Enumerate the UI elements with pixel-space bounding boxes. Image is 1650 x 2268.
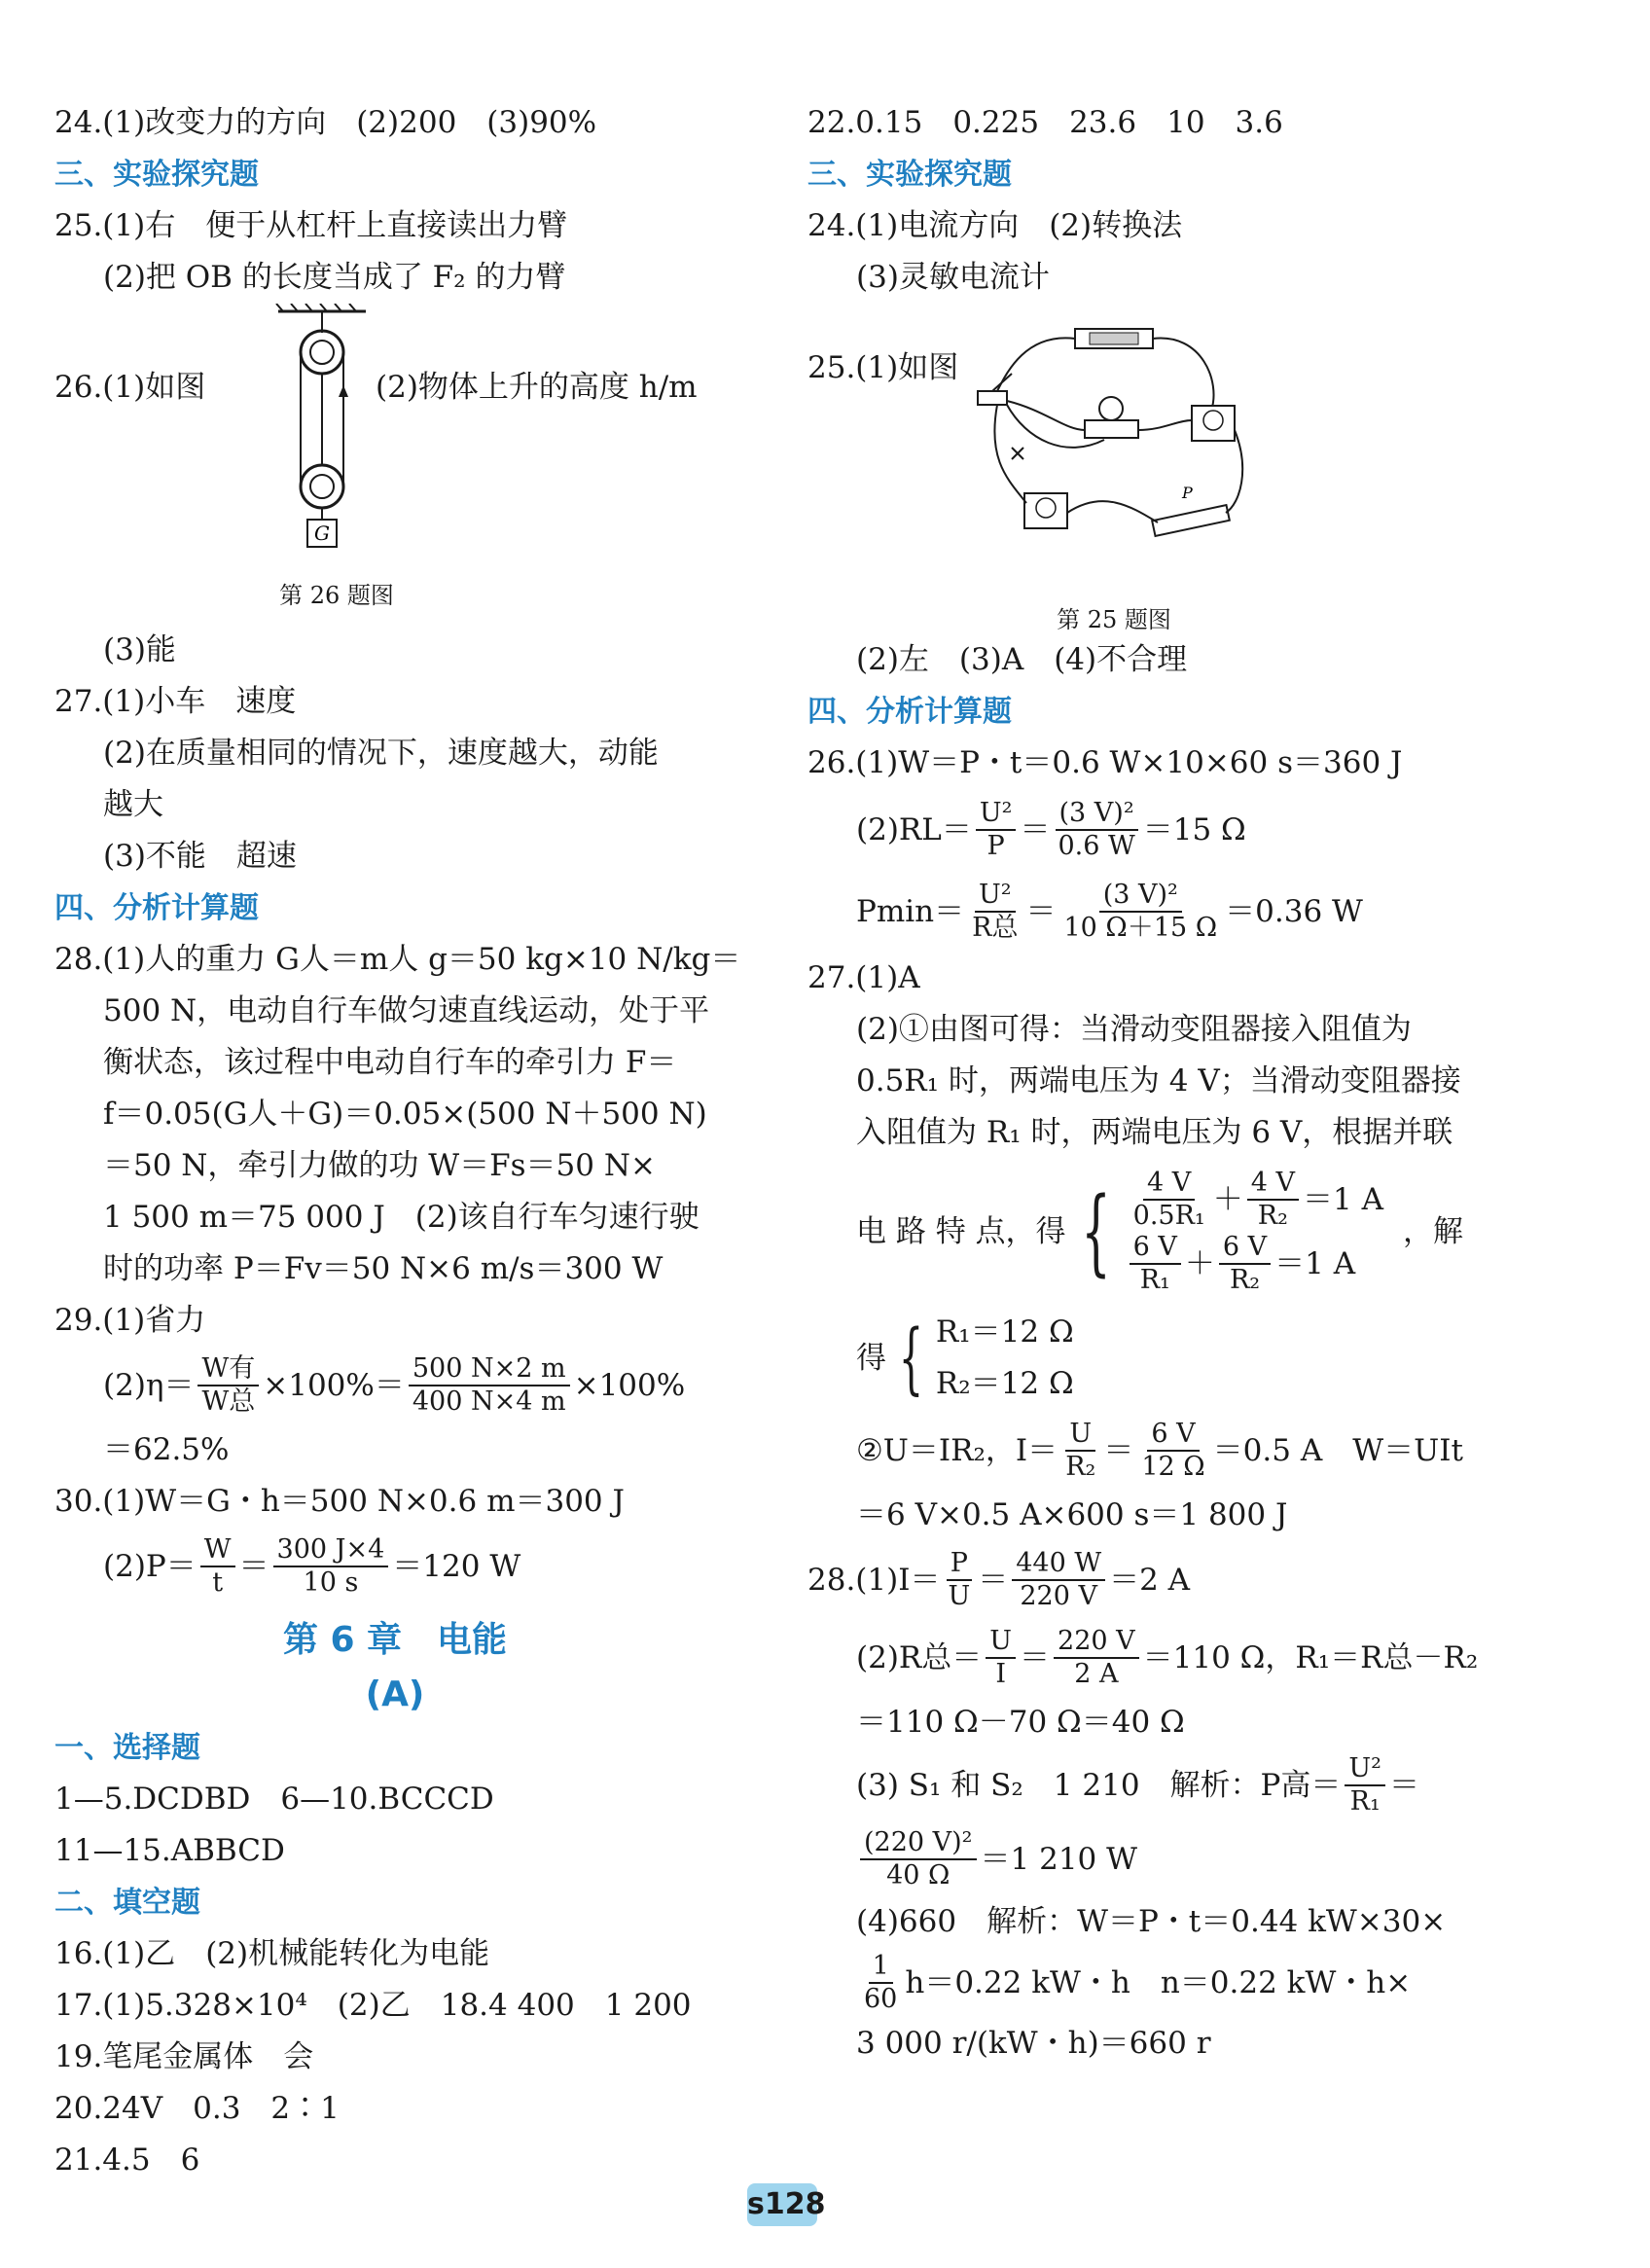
denominator: 2 A xyxy=(1074,1659,1119,1689)
numerator: W有 xyxy=(197,1353,259,1386)
answer-16: 16.(1)乙 (2)机械能转化为电能 xyxy=(54,1936,490,1971)
numerator: 4 V xyxy=(1247,1168,1299,1201)
answer-mc-2: 11—15.ABBCD xyxy=(54,1833,285,1868)
eq-suffix: ＝1 A xyxy=(1303,1181,1383,1217)
section-calculation: 四、分析计算题 xyxy=(807,695,1012,729)
numerator: 6 V xyxy=(1219,1232,1271,1265)
eq-suffix: ＝15 Ω xyxy=(1142,811,1246,847)
denominator: 10 Ω＋15 Ω xyxy=(1063,913,1218,943)
fraction xyxy=(409,1353,570,1418)
fraction xyxy=(1137,1419,1208,1483)
answer-27-line: (2)①由图可得：当滑动变阻器接入阻值为 xyxy=(856,1012,1412,1047)
system-rows xyxy=(1126,1168,1383,1296)
answer-25-2: (2)把 OB 的长度当成了 F₂ 的力臂 xyxy=(103,260,566,295)
answer-26-1: 26.(1)W＝P・t＝0.6 W×10×60 s＝360 J xyxy=(807,745,1403,780)
denominator: 220 V xyxy=(1020,1581,1097,1611)
section-fill: 二、填空题 xyxy=(54,1886,200,1920)
fraction xyxy=(944,1548,974,1612)
fraction xyxy=(1059,880,1221,944)
eq-prefix: ②U＝IR₂，I＝ xyxy=(856,1432,1058,1468)
answer-28-line: ＝50 N，牵引力做的功 W＝Fs＝50 N× xyxy=(103,1148,656,1183)
numerator: (220 V)² xyxy=(860,1827,977,1860)
denominator: 10 s xyxy=(303,1567,359,1598)
answer-27-result xyxy=(807,1305,1489,1412)
fraction xyxy=(1130,1232,1181,1296)
answer-24: 24.(1)改变力的方向 (2)200 (3)90% xyxy=(54,105,597,140)
numerator: 6 V xyxy=(1147,1419,1199,1452)
fraction xyxy=(200,1534,235,1599)
numerator: (3 V)² xyxy=(1056,798,1138,831)
denominator: 0.5R₁ xyxy=(1132,1201,1205,1231)
answer-28-line: 28.(1)人的重力 G人＝m人 g＝50 kg×10 N/kg＝ xyxy=(54,942,741,977)
denominator: R₂ xyxy=(1229,1265,1261,1295)
system-eq-2: $\frac{6 V}{\text{R₁}}$ ＋ $\frac{6 V}{\text{R₂}}$ ＝1 A xyxy=(1126,1232,1383,1296)
answer-27-line: 0.5R₁ 时，两端电压为 4 V；当滑动变阻器接 xyxy=(856,1063,1461,1098)
answer-27-3: (3)不能 超速 xyxy=(103,839,297,874)
system-prefix: 电 路 特 点，得 xyxy=(856,1213,1066,1249)
answer-27-line: 入阻值为 R₁ 时，两端电压为 6 V，根据并联 xyxy=(856,1115,1453,1150)
eq-suffix: ＝110 Ω，R₁＝R总－R₂ xyxy=(1142,1639,1479,1675)
eq-suffix: ＝1 210 W xyxy=(980,1841,1137,1877)
system-tail: ，解 xyxy=(1402,1213,1463,1249)
eq-prefix: Pmin＝ xyxy=(856,893,965,929)
answer-27-2: ②U＝IR₂，I＝ $\frac{U}{\text{R₂}}$ ＝ $\frac{6 V}{12 \Omega}$ ＝0.5 A W＝UIt xyxy=(856,1419,1463,1482)
answer-28-line: 时的功率 P＝Fv＝50 N×6 m/s＝300 W xyxy=(103,1251,664,1286)
denominator: I xyxy=(995,1659,1006,1689)
answer-28-line: 1 500 m＝75 000 J (2)该自行车匀速行驶 xyxy=(103,1200,699,1235)
numerator: U² xyxy=(975,880,1016,913)
fraction xyxy=(1345,1753,1385,1818)
answer-26-block xyxy=(54,304,735,625)
eq-suffix: ＝1 A xyxy=(1274,1245,1356,1281)
answer-25-block xyxy=(807,304,1489,634)
answer-24-3: (3)灵敏电流计 xyxy=(856,260,1050,295)
answer-28-2: (2)R总＝ $\frac{U}{I}$ ＝ $\frac{220 V}{2 A}$ ＝110 Ω，R₁＝R总－R₂ xyxy=(856,1626,1479,1689)
answer-22: 22.0.15 0.225 23.6 10 3.6 xyxy=(807,105,1283,140)
answer-27-2-cont: 越大 xyxy=(103,787,163,822)
numerator: U xyxy=(1065,1419,1095,1452)
denominator: P xyxy=(986,831,1005,861)
section-choice: 一、选择题 xyxy=(54,1731,200,1765)
answer-26-3: (3)能 xyxy=(103,632,176,667)
answer-27-1: 27.(1)A xyxy=(807,960,920,995)
fraction xyxy=(1054,1626,1139,1690)
result-prefix: 得 xyxy=(856,1340,886,1376)
answer-17: 17.(1)5.328×10⁴ (2)乙 18.4 400 1 200 xyxy=(54,1988,692,2023)
pulley-figure xyxy=(259,304,414,566)
numerator: 6 V xyxy=(1130,1232,1181,1265)
answer-27-1: 27.(1)小车 速度 xyxy=(54,684,297,719)
fraction xyxy=(1061,1419,1099,1483)
eq-suffix: ＝0.36 W xyxy=(1225,893,1363,929)
answer-21: 21.4.5 6 xyxy=(54,2142,200,2178)
answer-28-2-cont: ＝110 Ω－70 Ω＝40 Ω xyxy=(856,1705,1185,1740)
numerator: 4 V xyxy=(1143,1168,1195,1201)
fraction xyxy=(1219,1232,1271,1296)
answer-28-line: f＝0.05(G人＋G)＝0.05×(500 N＋500 N) xyxy=(103,1097,707,1132)
section-experiment: 三、实验探究题 xyxy=(807,158,1012,192)
fraction xyxy=(860,1827,977,1891)
answer-25-1: 25.(1)右 便于从杠杆上直接读出力臂 xyxy=(54,208,568,243)
numerator: 220 V xyxy=(1054,1626,1139,1659)
denominator: 40 Ω xyxy=(886,1860,951,1890)
answer-27-system xyxy=(807,1159,1489,1305)
brace: { xyxy=(898,1313,924,1403)
eq-suffix: ×100% xyxy=(573,1367,686,1403)
denominator: R总 xyxy=(972,913,1019,943)
numerator: U² xyxy=(1345,1753,1385,1786)
eq-suffix: ＝0.5 A W＝UIt xyxy=(1212,1432,1463,1468)
answer-26-2: (2)RL＝ $\frac{\text{U²}}{P}$ ＝ $\frac{\text{(3 V)²}}{0.6 W}$ ＝15 Ω xyxy=(856,798,1246,861)
answer-30-2: (2)P＝ $\frac{W}{t}$ ＝ $\frac{300 J\times 4}{10 s}$ ＝120 W xyxy=(103,1534,521,1598)
fraction xyxy=(1247,1168,1299,1232)
answer-25-2: (2)左 (3)A (4)不合理 xyxy=(856,642,1188,677)
answer-28-4-cont xyxy=(807,1948,1489,2018)
numerator: P xyxy=(947,1548,972,1581)
answer-26-3: Pmin＝ $\frac{\text{U²}}{\text{R总}}$ ＝ $\frac{\text{(3 V)²}}{10 \Omega+15 \Omega}$ ＝0.36 W xyxy=(856,880,1363,943)
figure-25-caption: 第 25 题图 xyxy=(1057,606,1171,633)
figure-26-caption: 第 26 题图 xyxy=(279,582,394,609)
denominator: R₂ xyxy=(1065,1452,1096,1482)
eq-prefix: (2)RL＝ xyxy=(856,811,972,847)
denominator: 12 Ω xyxy=(1141,1452,1205,1482)
denominator: W总 xyxy=(201,1386,256,1417)
answer-20: 20.24V 0.3 2∶1 xyxy=(54,2091,340,2126)
numerator: (3 V)² xyxy=(1099,880,1182,913)
answer-29-result: ＝62.5% xyxy=(103,1432,230,1467)
eq-prefix: (2)R总＝ xyxy=(856,1639,983,1675)
fraction xyxy=(197,1353,259,1418)
answer-28-line: 500 N，电动自行车做匀速直线运动，处于平 xyxy=(103,993,710,1028)
section-calculation: 四、分析计算题 xyxy=(54,891,259,925)
answer-27-work: ＝6 V×0.5 A×600 s＝1 800 J xyxy=(856,1497,1288,1532)
denominator: 400 N×4 m xyxy=(412,1386,566,1417)
answer-29-1: 29.(1)省力 xyxy=(54,1303,206,1338)
denominator: R₁ xyxy=(1349,1786,1381,1817)
numerator: 1 xyxy=(869,1951,893,1984)
eq-suffix: ＝ xyxy=(1389,1767,1419,1803)
circuit-figure xyxy=(968,323,1260,557)
numerator: 300 J×4 xyxy=(273,1534,389,1567)
eq-suffix: ＝120 W xyxy=(392,1548,521,1584)
numerator: U xyxy=(986,1626,1016,1659)
numerator: 440 W xyxy=(1012,1548,1105,1581)
section-experiment: 三、实验探究题 xyxy=(54,158,259,192)
answer-28-3 xyxy=(807,1748,1489,1822)
answer-28-1: 28.(1)I＝ $\frac{P}{U}$ ＝ $\frac{440 W}{220 V}$ ＝2 A xyxy=(807,1548,1191,1611)
denominator: 0.6 W xyxy=(1058,831,1135,861)
page-number: s128 xyxy=(747,2183,817,2226)
eq-prefix: (2)P＝ xyxy=(103,1548,197,1584)
answer-28-4: (4)660 解析：W＝P・t＝0.44 kW×30× xyxy=(856,1904,1447,1939)
answer-mc-1: 1—5.DCDBD 6—10.BCCCD xyxy=(54,1782,494,1817)
fraction xyxy=(1054,798,1138,862)
denominator: R₁ xyxy=(1139,1265,1170,1295)
answer-28-3-cont xyxy=(807,1822,1489,1896)
eq-suffix: h＝0.22 kW・h n＝0.22 kW・h× xyxy=(905,1964,1412,2000)
numerator: 500 N×2 m xyxy=(409,1353,570,1386)
fraction xyxy=(976,798,1017,862)
fraction xyxy=(860,1951,901,2015)
answer-25-1: 25.(1)如图 xyxy=(807,350,959,385)
fraction xyxy=(968,880,1022,944)
denominator: U xyxy=(948,1581,971,1611)
answer-30-1: 30.(1)W＝G・h＝500 N×0.6 m＝300 J xyxy=(54,1484,625,1519)
left-column xyxy=(54,97,741,2186)
system-eq-1: $\frac{4 V}{\text{0.5R₁}}$ ＋ $\frac{4 V}{\text{R₂}}$ ＝1 A xyxy=(1126,1168,1383,1232)
answer-26-1: 26.(1)如图 xyxy=(54,370,206,405)
eq-prefix: (2)η＝ xyxy=(103,1367,195,1403)
answer-28-line: 衡状态，该过程中电动自行车的牵引力 F＝ xyxy=(103,1045,677,1080)
answer-29-2 xyxy=(54,1347,735,1424)
answer-27-2: (2)在质量相同的情况下，速度越大，动能 xyxy=(103,736,659,771)
answer-19: 19.笔尾金属体 会 xyxy=(54,2039,314,2074)
fraction xyxy=(1130,1168,1209,1232)
answer-26-2: (2)物体上升的高度 h/m xyxy=(376,370,698,405)
denominator: 60 xyxy=(864,1984,898,2014)
answer-24-1: 24.(1)电流方向 (2)转换法 xyxy=(807,208,1183,243)
fraction xyxy=(273,1534,389,1599)
eq-prefix: (3) S₁ 和 S₂ 1 210 解析：P高＝ xyxy=(856,1767,1342,1803)
chapter-subtitle: (A) xyxy=(365,1674,425,1714)
denominator: t xyxy=(212,1567,224,1598)
brace: { xyxy=(1080,1177,1111,1286)
right-column xyxy=(807,97,1489,2070)
answer-28-4-result: 3 000 r/(kW・h)＝660 r xyxy=(856,2026,1211,2061)
result-r1: R₁＝12 Ω xyxy=(935,1314,1074,1350)
denominator: R₂ xyxy=(1257,1201,1288,1231)
fraction xyxy=(1012,1548,1105,1612)
weight-label: G xyxy=(314,522,330,545)
slider-p-label: P xyxy=(1182,484,1193,502)
eq-prefix: 28.(1)I＝ xyxy=(807,1562,941,1598)
chapter-title: 第 6 章 电能 xyxy=(282,1620,508,1660)
result-r2: R₂＝12 Ω xyxy=(935,1366,1074,1401)
eq-suffix: ＝2 A xyxy=(1109,1562,1191,1598)
numerator: W xyxy=(200,1534,235,1567)
eq-mid: ×100%＝ xyxy=(263,1367,405,1403)
numerator: U² xyxy=(976,798,1017,831)
fraction xyxy=(986,1626,1016,1690)
result-rows xyxy=(936,1307,1074,1410)
